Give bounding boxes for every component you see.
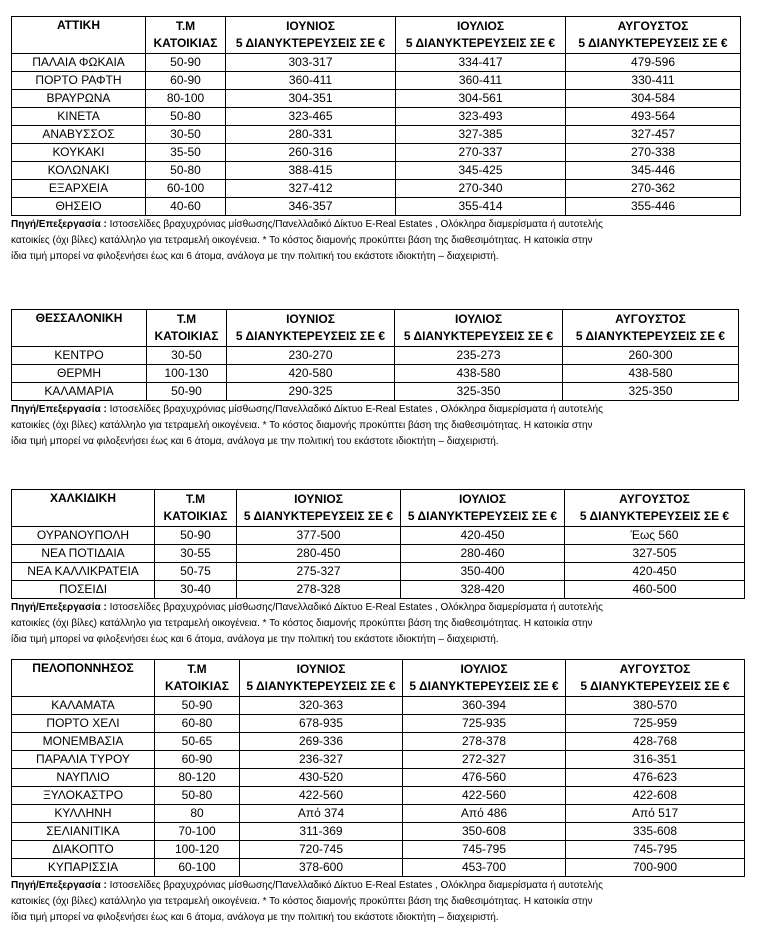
june-price-cell: 230-270 — [227, 347, 395, 365]
july-price-cell: 350-400 — [401, 563, 565, 581]
july-price-cell: 270-340 — [396, 180, 566, 198]
sqm-cell: 50-90 — [147, 383, 227, 401]
july-price-cell: 360-394 — [403, 697, 566, 715]
sqm-cell: 35-50 — [146, 144, 226, 162]
source-note: Πηγή/Επεξεργασία : Ιστοσελίδες βραχυχρόνιας μίσθωσης/Πανελλαδικό Δίκτυο E-Real Estates , Ολόκληρα διαμερίσματα ή αυτοτελής κατοικίες (όχι βίλες) κατάλληλο για τετραμελή οικογένεια. * Το κόστος διαμονής προκύπτει βάση της διαθεσιμότητας. Η κατοικία στην ίδια τιμή μπορεί να φιλοξενήσει έως και 6 άτομα, ανάλογα με την πολιτική του εκάστοτε ιδιοκτήτη – διαχειριστή. — [11, 880, 603, 923]
table-row — [12, 180, 741, 198]
sqm-cell: 50-90 — [146, 54, 226, 72]
table-block-thessaloniki — [11, 309, 739, 450]
august-price-cell: 422-608 — [566, 787, 745, 805]
august-price-cell: 493-564 — [566, 108, 741, 126]
location-cell: ΝΑΥΠΛΙΟ — [12, 769, 155, 787]
sqm-cell: 60-100 — [155, 859, 240, 877]
august-price-cell: 700-900 — [566, 859, 745, 877]
june-price-cell: 720-745 — [240, 841, 403, 859]
june-price-cell: 260-316 — [226, 144, 396, 162]
july-price-cell: 328-420 — [401, 581, 565, 599]
table-row — [12, 581, 745, 599]
july-price-cell: 420-450 — [401, 527, 565, 545]
sqm-cell: 50-80 — [155, 787, 240, 805]
august-price-cell: 304-584 — [566, 90, 741, 108]
table-row — [12, 198, 741, 216]
june-price-cell: 290-325 — [227, 383, 395, 401]
source-label: Πηγή/Επεξεργασία : — [11, 880, 107, 891]
august-price-cell: Έως 560 — [565, 527, 745, 545]
location-cell: ΘΕΡΜΗ — [12, 365, 147, 383]
table-row — [12, 545, 745, 563]
sqm-cell: 100-130 — [147, 365, 227, 383]
source-label: Πηγή/Επεξεργασία : — [11, 602, 107, 613]
sqm-cell: 60-80 — [155, 715, 240, 733]
july-price-cell: 725-935 — [403, 715, 566, 733]
table-header-row — [12, 310, 739, 347]
july-header: ΙΟΥΛΙΟΣ 5 ΔΙΑΝΥΚΤΕΡΕΥΣΕΙΣ ΣΕ € — [395, 310, 563, 347]
sqm-cell: 60-100 — [146, 180, 226, 198]
august-price-cell: 476-623 — [566, 769, 745, 787]
june-price-cell: 422-560 — [240, 787, 403, 805]
august-header: ΑΥΓΟΥΣΤΟΣ 5 ΔΙΑΝΥΚΤΕΡΕΥΣΕΙΣ ΣΕ € — [565, 490, 745, 527]
price-table-attica — [11, 16, 741, 216]
august-price-cell: Από 517 — [566, 805, 745, 823]
sqm-cell: 40-60 — [146, 198, 226, 216]
sqm-cell: 60-90 — [155, 751, 240, 769]
location-cell: ΑΝΑΒΥΣΣΟΣ — [12, 126, 146, 144]
sqm-header: Τ.Μ ΚΑΤΟΙΚΙΑΣ — [146, 17, 226, 54]
location-cell: ΞΥΛΟΚΑΣΤΡΟ — [12, 787, 155, 805]
source-note: Πηγή/Επεξεργασία : Ιστοσελίδες βραχυχρόνιας μίσθωσης/Πανελλαδικό Δίκτυο E-Real Estates , Ολόκληρα διαμερίσματα ή αυτοτελής κατοικίες (όχι βίλες) κατάλληλο για τετραμελή οικογένεια. * Το κόστος διαμονής προκύπτει βάση της διαθεσιμότητας. Η κατοικία στην ίδια τιμή μπορεί να φιλοξενήσει έως και 6 άτομα, ανάλογα με την πολιτική του εκάστοτε ιδιοκτήτη – διαχειριστή. — [11, 404, 603, 447]
table-row — [12, 823, 745, 841]
june-header: ΙΟΥΝΙΟΣ 5 ΔΙΑΝΥΚΤΕΡΕΥΣΕΙΣ ΣΕ € — [240, 660, 403, 697]
location-cell: ΠΟΣΕΙΔΙ — [12, 581, 155, 599]
table-row — [12, 383, 739, 401]
june-price-cell: 430-520 — [240, 769, 403, 787]
august-price-cell: 745-795 — [566, 841, 745, 859]
source-note: Πηγή/Επεξεργασία : Ιστοσελίδες βραχυχρόνιας μίσθωσης/Πανελλαδικό Δίκτυο E-Real Estates , Ολόκληρα διαμερίσματα ή αυτοτελής κατοικίες (όχι βίλες) κατάλληλο για τετραμελή οικογένεια. * Το κόστος διαμονής προκύπτει βάση της διαθεσιμότητας. Η κατοικία στην ίδια τιμή μπορεί να φιλοξενήσει έως και 6 άτομα, ανάλογα με την πολιτική του εκάστοτε ιδιοκτήτη – διαχειριστή. — [11, 219, 603, 262]
sqm-cell: 70-100 — [155, 823, 240, 841]
table-row — [12, 787, 745, 805]
august-price-cell: 420-450 — [565, 563, 745, 581]
table-row — [12, 126, 741, 144]
june-price-cell: 320-363 — [240, 697, 403, 715]
august-price-cell: 355-446 — [566, 198, 741, 216]
sqm-cell: 80 — [155, 805, 240, 823]
sqm-cell: 50-80 — [146, 162, 226, 180]
july-price-cell: 280-460 — [401, 545, 565, 563]
august-price-cell: 335-608 — [566, 823, 745, 841]
august-price-cell: 460-500 — [565, 581, 745, 599]
july-price-cell: 272-327 — [403, 751, 566, 769]
august-price-cell: 438-580 — [563, 365, 739, 383]
location-cell: ΚΟΥΚΑΚΙ — [12, 144, 146, 162]
august-price-cell: 316-351 — [566, 751, 745, 769]
june-header: ΙΟΥΝΙΟΣ 5 ΔΙΑΝΥΚΤΕΡΕΥΣΕΙΣ ΣΕ € — [226, 17, 396, 54]
august-price-cell: 428-768 — [566, 733, 745, 751]
july-price-cell: 453-700 — [403, 859, 566, 877]
location-cell: ΠΑΛΑΙΑ ΦΩΚΑΙΑ — [12, 54, 146, 72]
location-cell: ΠΟΡΤΟ ΧΕΛΙ — [12, 715, 155, 733]
sqm-cell: 50-80 — [146, 108, 226, 126]
price-table-chalkidiki — [11, 489, 745, 599]
table-row — [12, 162, 741, 180]
sqm-cell: 30-50 — [146, 126, 226, 144]
table-row — [12, 715, 745, 733]
price-table-thessaloniki — [11, 309, 739, 401]
table-row — [12, 347, 739, 365]
july-price-cell: 350-608 — [403, 823, 566, 841]
july-price-cell: 270-337 — [396, 144, 566, 162]
table-header-row — [12, 17, 741, 54]
august-price-cell: 345-446 — [566, 162, 741, 180]
june-price-cell: 280-331 — [226, 126, 396, 144]
location-cell: ΘΗΣΕΙΟ — [12, 198, 146, 216]
table-row — [12, 697, 745, 715]
table-row — [12, 805, 745, 823]
july-header: ΙΟΥΛΙΟΣ 5 ΔΙΑΝΥΚΤΕΡΕΥΣΕΙΣ ΣΕ € — [396, 17, 566, 54]
july-price-cell: 355-414 — [396, 198, 566, 216]
july-price-cell: 235-273 — [395, 347, 563, 365]
region-header: ΘΕΣΣΑΛΟΝΙΚΗ — [12, 310, 147, 347]
june-price-cell: 323-465 — [226, 108, 396, 126]
august-price-cell: 725-959 — [566, 715, 745, 733]
june-header: ΙΟΥΝΙΟΣ 5 ΔΙΑΝΥΚΤΕΡΕΥΣΕΙΣ ΣΕ € — [227, 310, 395, 347]
table-row — [12, 90, 741, 108]
july-price-cell: 345-425 — [396, 162, 566, 180]
june-price-cell: 269-336 — [240, 733, 403, 751]
sqm-cell: 80-100 — [146, 90, 226, 108]
location-cell: ΠΟΡΤΟ ΡΑΦΤΗ — [12, 72, 146, 90]
location-cell: ΚΑΛΑΜΑΡΙΑ — [12, 383, 147, 401]
table-row — [12, 72, 741, 90]
table-row — [12, 54, 741, 72]
june-price-cell: 360-411 — [226, 72, 396, 90]
table-row — [12, 365, 739, 383]
july-price-cell: 422-560 — [403, 787, 566, 805]
region-header: ΑΤΤΙΚΗ — [12, 17, 146, 54]
july-header: ΙΟΥΛΙΟΣ 5 ΔΙΑΝΥΚΤΕΡΕΥΣΕΙΣ ΣΕ € — [403, 660, 566, 697]
june-price-cell: 236-327 — [240, 751, 403, 769]
august-price-cell: 270-338 — [566, 144, 741, 162]
june-price-cell: 280-450 — [237, 545, 401, 563]
june-price-cell: 327-412 — [226, 180, 396, 198]
location-cell: ΝΕΑ ΠΟΤΙΔΑΙΑ — [12, 545, 155, 563]
location-cell: ΒΡΑΥΡΩΝΑ — [12, 90, 146, 108]
price-table-peloponnese — [11, 659, 745, 877]
july-price-cell: 304-561 — [396, 90, 566, 108]
table-row — [12, 527, 745, 545]
location-cell: ΣΕΛΙΑΝΙΤΙΚΑ — [12, 823, 155, 841]
sqm-cell: 30-40 — [155, 581, 237, 599]
sqm-header: Τ.Μ ΚΑΤΟΙΚΙΑΣ — [155, 660, 240, 697]
june-price-cell: 377-500 — [237, 527, 401, 545]
june-header: ΙΟΥΝΙΟΣ 5 ΔΙΑΝΥΚΤΕΡΕΥΣΕΙΣ ΣΕ € — [237, 490, 401, 527]
table-block-attica — [11, 16, 741, 265]
location-cell: ΚΙΝΕΤΑ — [12, 108, 146, 126]
location-cell: ΝΕΑ ΚΑΛΛΙΚΡΑΤΕΙΑ — [12, 563, 155, 581]
july-price-cell: Από 486 — [403, 805, 566, 823]
june-price-cell: 420-580 — [227, 365, 395, 383]
sqm-cell: 60-90 — [146, 72, 226, 90]
sqm-cell: 50-75 — [155, 563, 237, 581]
location-cell: ΚΕΝΤΡΟ — [12, 347, 147, 365]
table-block-peloponnese — [11, 659, 745, 926]
july-price-cell: 438-580 — [395, 365, 563, 383]
june-price-cell: 278-328 — [237, 581, 401, 599]
location-cell: ΚΟΛΩΝΑΚΙ — [12, 162, 146, 180]
sqm-cell: 50-65 — [155, 733, 240, 751]
august-price-cell: 325-350 — [563, 383, 739, 401]
july-price-cell: 278-378 — [403, 733, 566, 751]
july-price-cell: 323-493 — [396, 108, 566, 126]
source-label: Πηγή/Επεξεργασία : — [11, 219, 107, 230]
region-header: ΠΕΛΟΠΟΝΝΗΣΟΣ — [12, 660, 155, 697]
august-price-cell: 327-505 — [565, 545, 745, 563]
june-price-cell: 275-327 — [237, 563, 401, 581]
table-header-row — [12, 660, 745, 697]
location-cell: ΚΥΠΑΡΙΣΣΙΑ — [12, 859, 155, 877]
sqm-header: Τ.Μ ΚΑΤΟΙΚΙΑΣ — [155, 490, 237, 527]
table-row — [12, 144, 741, 162]
june-price-cell: 678-935 — [240, 715, 403, 733]
august-header: ΑΥΓΟΥΣΤΟΣ 5 ΔΙΑΝΥΚΤΕΡΕΥΣΕΙΣ ΣΕ € — [566, 660, 745, 697]
table-row — [12, 769, 745, 787]
august-price-cell: 260-300 — [563, 347, 739, 365]
july-price-cell: 327-385 — [396, 126, 566, 144]
sqm-header: Τ.Μ ΚΑΤΟΙΚΙΑΣ — [147, 310, 227, 347]
august-price-cell: 270-362 — [566, 180, 741, 198]
july-price-cell: 334-417 — [396, 54, 566, 72]
june-price-cell: Από 374 — [240, 805, 403, 823]
location-cell: ΚΑΛΑΜΑΤΑ — [12, 697, 155, 715]
location-cell: ΟΥΡΑΝΟΥΠΟΛΗ — [12, 527, 155, 545]
august-price-cell: 327-457 — [566, 126, 741, 144]
june-price-cell: 311-369 — [240, 823, 403, 841]
june-price-cell: 303-317 — [226, 54, 396, 72]
sqm-cell: 30-50 — [147, 347, 227, 365]
location-cell: ΔΙΑΚΟΠΤΟ — [12, 841, 155, 859]
july-price-cell: 745-795 — [403, 841, 566, 859]
august-header: ΑΥΓΟΥΣΤΟΣ 5 ΔΙΑΝΥΚΤΕΡΕΥΣΕΙΣ ΣΕ € — [566, 17, 741, 54]
location-cell: ΜΟΝΕΜΒΑΣΙΑ — [12, 733, 155, 751]
table-row — [12, 859, 745, 877]
source-label: Πηγή/Επεξεργασία : — [11, 404, 107, 415]
july-price-cell: 360-411 — [396, 72, 566, 90]
august-price-cell: 479-596 — [566, 54, 741, 72]
location-cell: ΠΑΡΑΛΙΑ ΤΥΡΟΥ — [12, 751, 155, 769]
source-note: Πηγή/Επεξεργασία : Ιστοσελίδες βραχυχρόνιας μίσθωσης/Πανελλαδικό Δίκτυο E-Real Estates , Ολόκληρα διαμερίσματα ή αυτοτελής κατοικίες (όχι βίλες) κατάλληλο για τετραμελή οικογένεια. * Το κόστος διαμονής προκύπτει βάση της διαθεσιμότητας. Η κατοικία στην ίδια τιμή μπορεί να φιλοξενήσει έως και 6 άτομα, ανάλογα με την πολιτική του εκάστοτε ιδιοκτήτη – διαχειριστή. — [11, 602, 603, 645]
sqm-cell: 50-90 — [155, 527, 237, 545]
august-header: ΑΥΓΟΥΣΤΟΣ 5 ΔΙΑΝΥΚΤΕΡΕΥΣΕΙΣ ΣΕ € — [563, 310, 739, 347]
june-price-cell: 346-357 — [226, 198, 396, 216]
july-header: ΙΟΥΛΙΟΣ 5 ΔΙΑΝΥΚΤΕΡΕΥΣΕΙΣ ΣΕ € — [401, 490, 565, 527]
region-header: ΧΑΛΚΙΔΙΚΗ — [12, 490, 155, 527]
sqm-cell: 50-90 — [155, 697, 240, 715]
table-header-row — [12, 490, 745, 527]
june-price-cell: 304-351 — [226, 90, 396, 108]
june-price-cell: 378-600 — [240, 859, 403, 877]
table-row — [12, 841, 745, 859]
location-cell: ΚΥΛΛΗΝΗ — [12, 805, 155, 823]
july-price-cell: 476-560 — [403, 769, 566, 787]
sqm-cell: 80-120 — [155, 769, 240, 787]
sqm-cell: 30-55 — [155, 545, 237, 563]
table-row — [12, 733, 745, 751]
june-price-cell: 388-415 — [226, 162, 396, 180]
july-price-cell: 325-350 — [395, 383, 563, 401]
august-price-cell: 330-411 — [566, 72, 741, 90]
table-row — [12, 563, 745, 581]
table-row — [12, 108, 741, 126]
table-row — [12, 751, 745, 769]
table-block-chalkidiki — [11, 489, 745, 648]
location-cell: ΕΞΑΡΧΕΙΑ — [12, 180, 146, 198]
sqm-cell: 100-120 — [155, 841, 240, 859]
august-price-cell: 380-570 — [566, 697, 745, 715]
